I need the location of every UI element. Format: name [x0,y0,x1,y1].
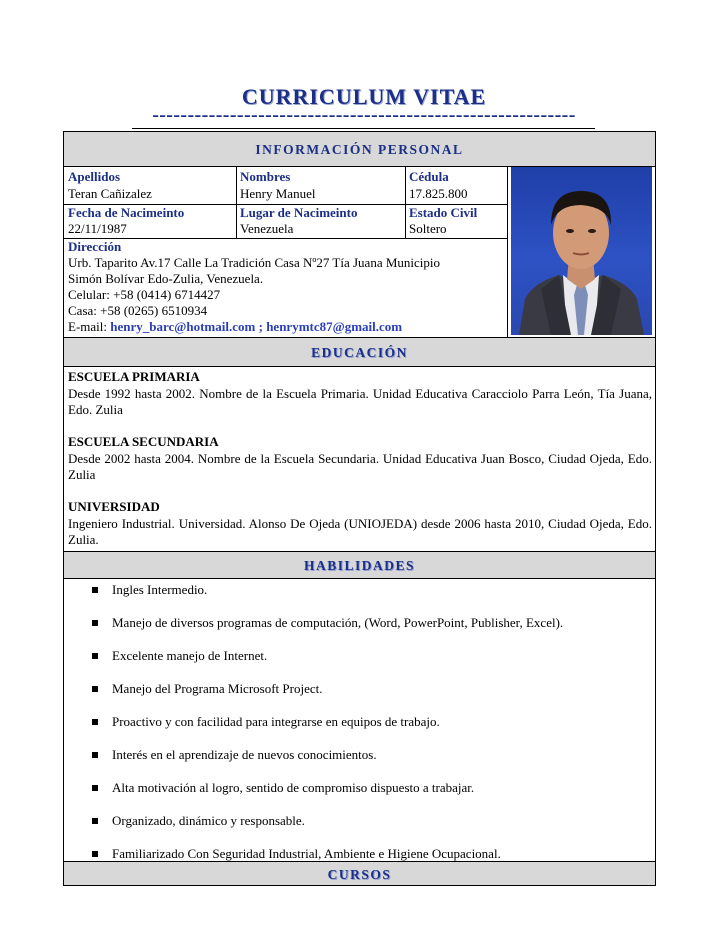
bullet-icon [92,785,98,791]
casa-text: Casa: +58 (0265) 6510934 [68,303,208,318]
skill-text: Alta motivación al logro, sentido de compromiso dispuesto a trabajar. [112,780,475,795]
skill-item [92,813,305,829]
celular-text: Celular: +58 (0414) 6714427 [68,287,221,302]
direccion-label: Dirección [68,239,122,254]
email-label: E-mail: [68,319,111,334]
skill-text: Proactivo y con facilidad para integrarse en equipos de trabajo. [112,714,440,729]
skill-text: Excelente manejo de Internet. [112,648,268,663]
education-title-primaria: ESCUELA PRIMARIA [68,369,200,384]
bullet-icon [92,851,98,857]
skill-text: Familiarizado Con Seguridad Industrial, Ambiente e Higiene Ocupacional. [112,846,501,861]
bullet-icon [92,587,98,593]
email-link-hotmail[interactable]: henry_barc@hotmail.com [110,319,256,334]
section-header-courses [63,861,656,886]
education-title-universidad: UNIVERSIDAD [68,499,160,514]
education-text-secundaria: Desde 2002 hasta 2004. Nombre de la Escuela Secundaria. Unidad Educativa Juan Bosco, Ciudad Ojeda, Edo. Zulia [68,450,652,482]
lugar-nacimiento-value: Venezuela [240,221,294,236]
grid-line [507,166,508,338]
section-header-personal [63,131,656,167]
skill-text: Interés en el aprendizaje de nuevos conocimientos. [112,747,377,762]
bullet-icon [92,752,98,758]
grid-line [63,238,507,239]
lugar-nacimiento-label: Lugar de Nacimeinto [240,205,358,220]
apellidos-label: Apellidos [68,169,121,184]
document-title: CURRICULUM VITAE [241,84,487,109]
email-separator: ; [255,319,267,334]
section-title-courses: CURSOS [327,867,392,882]
section-header-education [63,337,656,367]
skill-item [92,747,377,763]
skill-item [92,780,474,796]
skill-item [92,615,563,631]
cedula-value: 17.825.800 [409,186,468,201]
estado-civil-value: Soltero [409,221,447,236]
nombres-value: Henry Manuel [240,186,316,201]
education-item-secundaria [68,434,652,484]
profile-photo-illustration [511,167,652,335]
direccion-line-2: Simón Bolívar Edo-Zulia, Venezuela. [68,271,264,286]
bullet-icon [92,719,98,725]
skill-item [92,846,501,862]
email-link-gmail[interactable]: henrymtc87@gmail.com [266,319,403,334]
skill-text: Organizado, dinámico y responsable. [112,813,305,828]
section-header-skills [63,551,656,579]
education-item-universidad [68,499,652,549]
cedula-label: Cédula [409,169,449,184]
bullet-icon [92,686,98,692]
education-title-secundaria: ESCUELA SECUNDARIA [68,434,219,449]
education-text-universidad: Ingeniero Industrial. Universidad. Alonso De Ojeda (UNIOJEDA) desde 2006 hasta 2010, Ciudad Ojeda, Edo. Zulia. [68,515,652,547]
section-title-skills: HABILIDADES [303,558,416,573]
title-rule [132,128,595,129]
apellidos-value: Teran Cañizalez [68,186,152,201]
direccion-line-1: Urb. Taparito Av.17 Calle La Tradición Casa Nº27 Tía Juana Municipio [68,255,440,270]
skill-item [92,714,440,730]
grid-line [405,166,406,238]
skill-item [92,582,207,598]
grid-line [236,166,237,238]
estado-civil-label: Estado Civil [409,205,478,220]
education-item-primaria [68,369,652,419]
skill-item [92,681,322,697]
nombres-label: Nombres [240,169,291,184]
fecha-nacimiento-label: Fecha de Nacimeinto [68,205,185,220]
profile-photo [511,167,652,335]
section-title-personal: INFORMACIÓN PERSONAL [255,142,464,157]
fecha-nacimiento-value: 22/11/1987 [68,221,127,236]
bullet-icon [92,653,98,659]
skill-text: Ingles Intermedio. [112,582,208,597]
email-line [68,319,402,335]
bullet-icon [92,818,98,824]
skill-text: Manejo del Programa Microsoft Project. [112,681,323,696]
skill-text: Manejo de diversos programas de computación, (Word, PowerPoint, Publisher, Excel). [112,615,564,630]
education-text-primaria: Desde 1992 hasta 2002. Nombre de la Escuela Primaria. Unidad Educativa Caracciolo Parra León, Tía Juana, Edo. Zulia [68,385,652,417]
bullet-icon [92,620,98,626]
title-underline-dashes: ------------------------------------------------------------ [152,104,576,126]
section-title-education: EDUCACIÓN [311,345,408,360]
skill-item [92,648,267,664]
